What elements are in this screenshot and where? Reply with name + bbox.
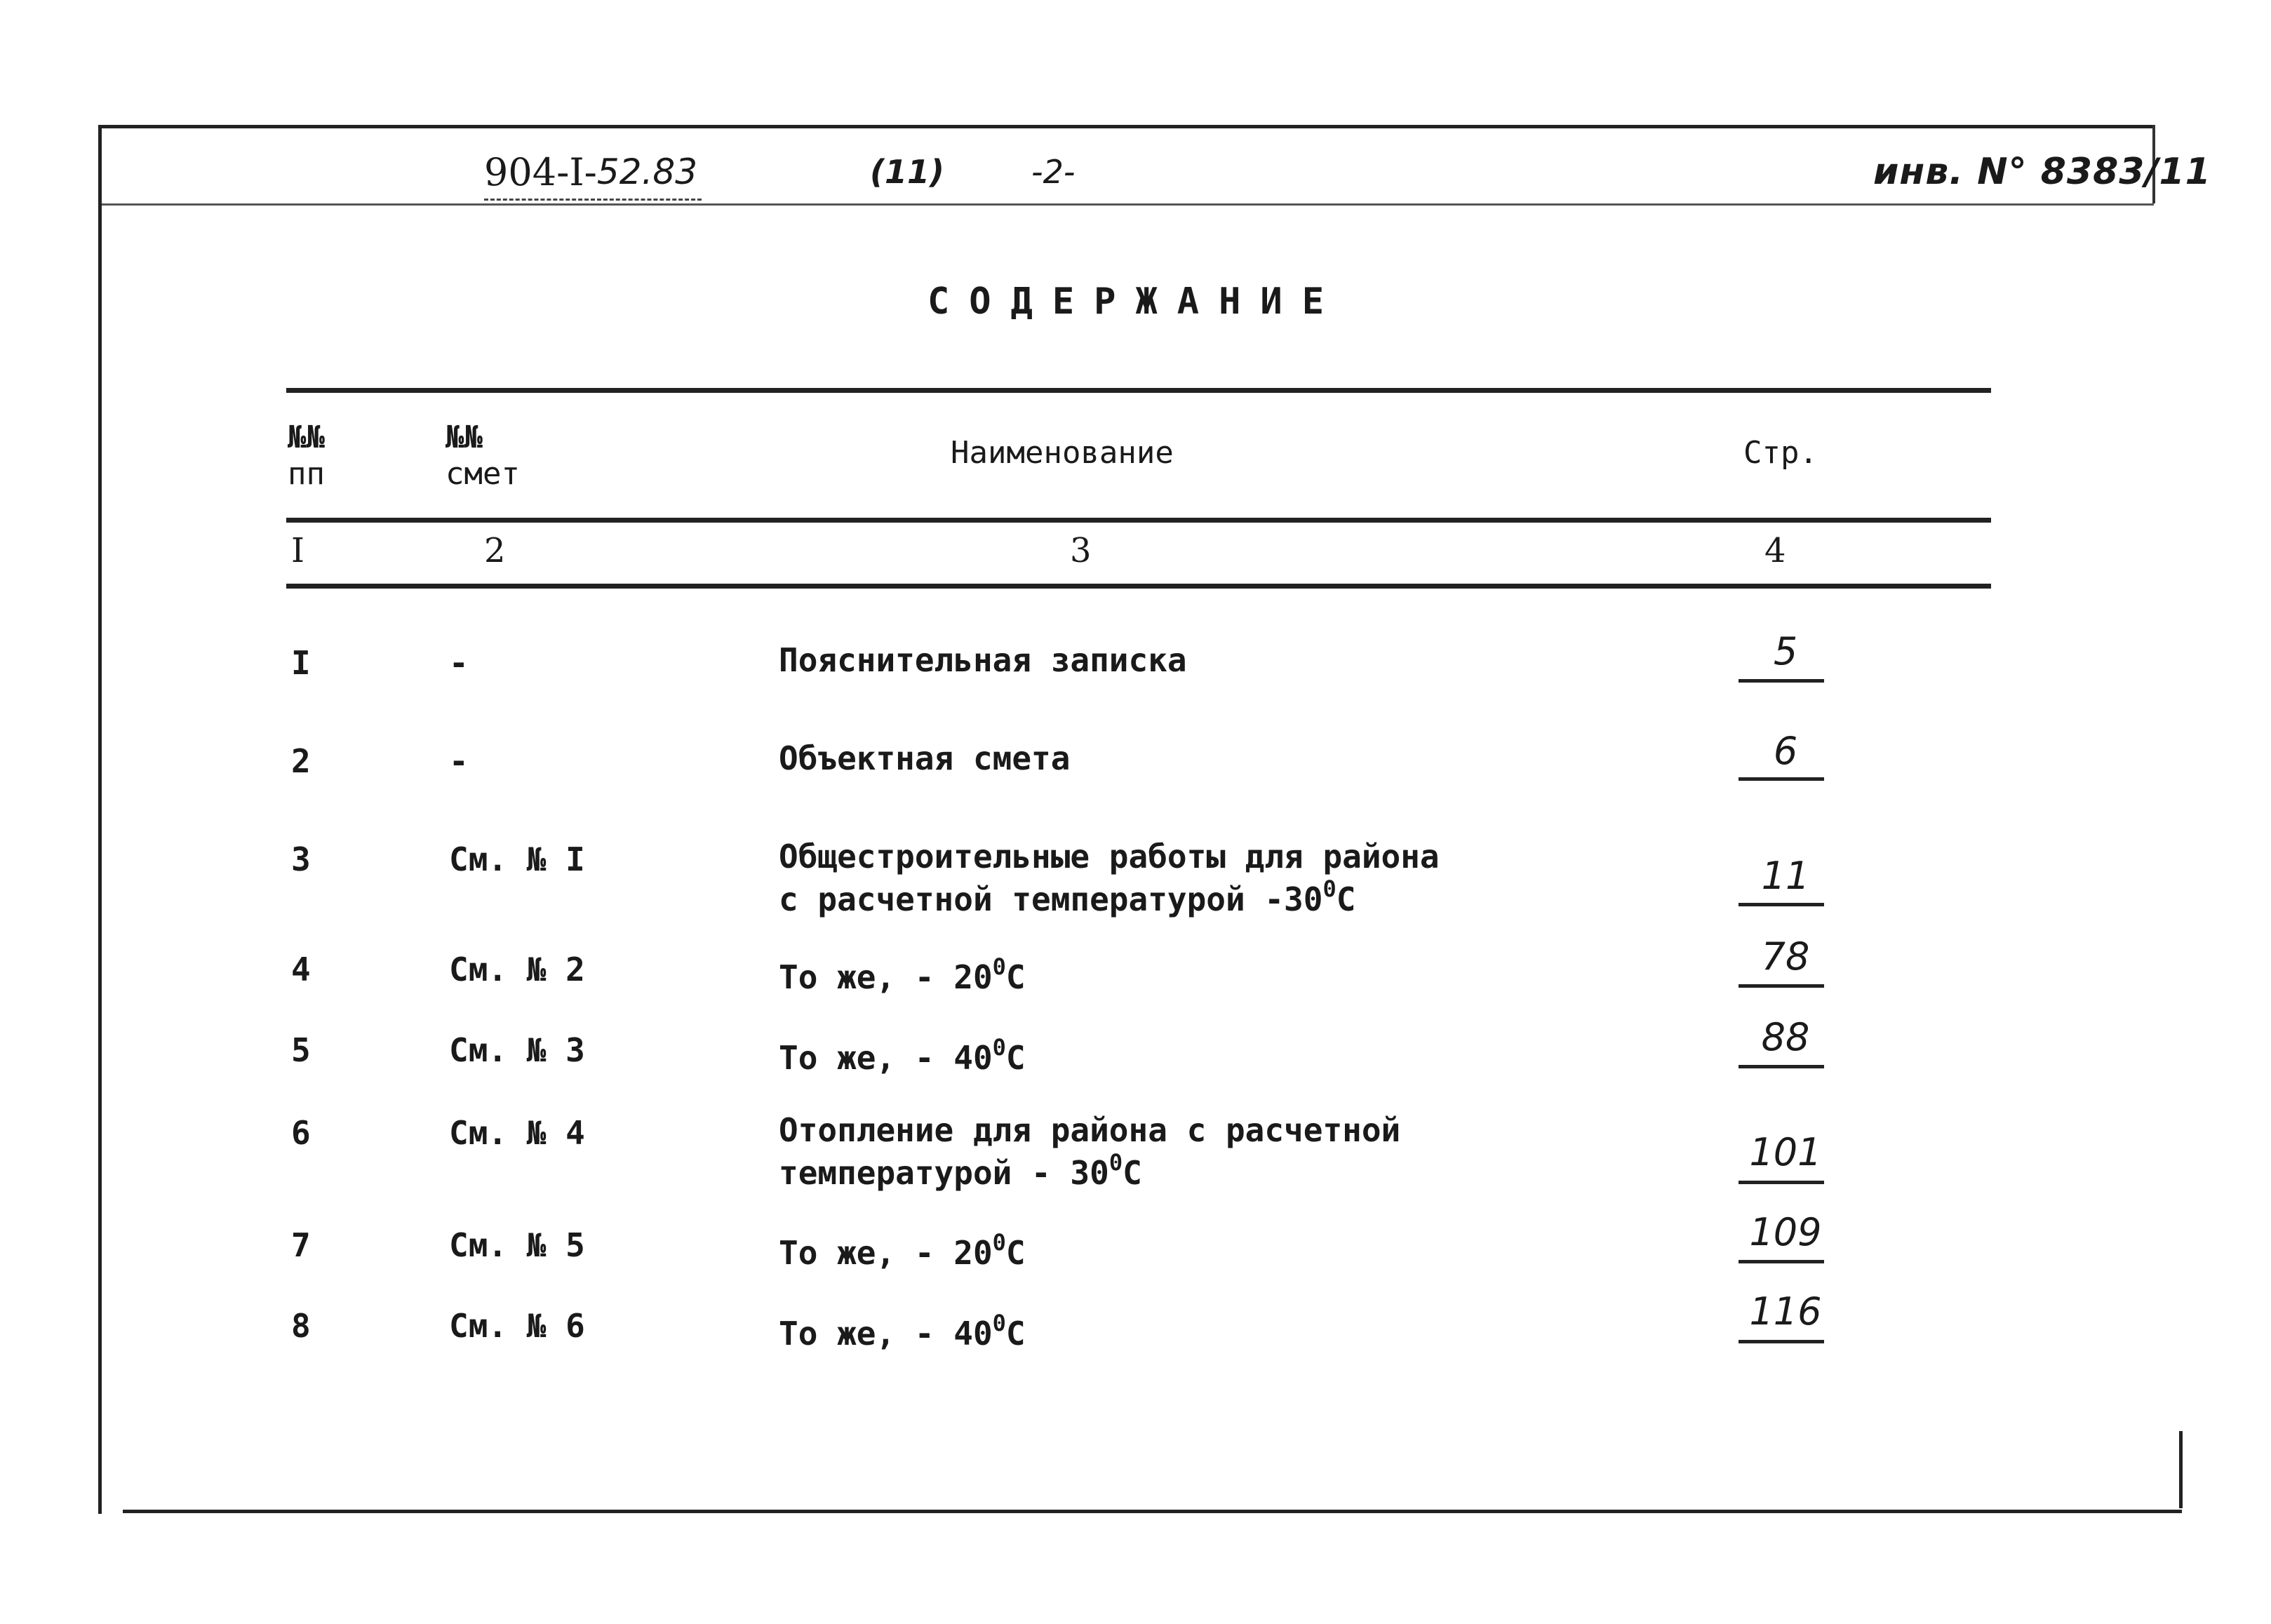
- document-code-prefix: 904-I-: [484, 149, 597, 194]
- row-estimate: -: [449, 742, 469, 780]
- column-number-3: 3: [1070, 531, 1092, 570]
- row-estimate: См. № 6: [449, 1307, 585, 1345]
- row-name: [779, 1031, 1026, 1077]
- document-code-suffix: 52.83: [596, 152, 698, 192]
- column-header-estimate-line2: смет: [446, 456, 520, 492]
- row-number: 8: [291, 1307, 311, 1345]
- row-estimate: См. № 2: [449, 951, 585, 988]
- column-header-name: Наименование: [951, 435, 1174, 471]
- frame-top-line: [98, 125, 2154, 128]
- row-estimate: См. № 3: [449, 1031, 585, 1069]
- row-number: 7: [291, 1226, 311, 1264]
- sheet-number: (11): [870, 153, 945, 191]
- page-underline: [1739, 1065, 1824, 1068]
- row-name: Объектная смета: [779, 739, 1071, 777]
- column-header-number-line1: №№: [288, 420, 325, 455]
- column-number-1: I: [291, 531, 304, 570]
- row-name: [779, 1307, 1026, 1353]
- row-name-line2-text: с расчетной температурой -30: [779, 880, 1323, 918]
- row-page: 6: [1773, 729, 1798, 773]
- row-name-text: То же, - 40: [779, 1315, 993, 1353]
- row-number: 4: [291, 951, 311, 988]
- row-estimate: См. № 5: [449, 1226, 585, 1264]
- page-underline: [1739, 679, 1824, 683]
- row-name: [779, 838, 1440, 918]
- degree-sign: 0: [992, 1310, 1006, 1336]
- row-name: Пояснительная записка: [779, 641, 1187, 679]
- temperature-unit: C: [1005, 1234, 1026, 1272]
- row-number: I: [291, 644, 311, 682]
- row-number: 3: [291, 840, 311, 878]
- column-header-number: [288, 420, 325, 492]
- row-page: 116: [1749, 1289, 1822, 1334]
- page-underline: [1739, 1340, 1824, 1343]
- degree-sign: 0: [1108, 1149, 1123, 1176]
- column-header-estimate: [446, 420, 520, 492]
- row-name: [779, 951, 1026, 996]
- page-underline: [1739, 1181, 1824, 1184]
- frame-left-line: [98, 125, 102, 1514]
- table-top-rule: [286, 388, 1991, 393]
- row-name-line1: Отопление для района с расчетной: [779, 1111, 1401, 1149]
- row-name: [779, 1226, 1026, 1272]
- row-page: 5: [1773, 629, 1798, 673]
- degree-sign: 0: [992, 1034, 1006, 1061]
- temperature-unit: C: [1005, 1315, 1026, 1353]
- row-name-line1: Общестроительные работы для района: [779, 838, 1440, 875]
- column-number-2: 2: [484, 531, 506, 570]
- row-page: 78: [1761, 934, 1810, 979]
- row-number: 5: [291, 1031, 311, 1069]
- table-header-rule: [286, 518, 1991, 523]
- row-name-line2: [779, 873, 1440, 918]
- column-number-4: 4: [1764, 531, 1786, 570]
- row-page: 101: [1749, 1130, 1822, 1174]
- temperature-unit: C: [1005, 958, 1026, 996]
- row-estimate: См. № I: [449, 840, 585, 878]
- document-code-underline: [484, 199, 702, 201]
- degree-sign: 0: [1322, 875, 1337, 902]
- row-number: 2: [291, 742, 311, 780]
- page-title: СОДЕРЖАНИЕ: [927, 281, 1344, 323]
- row-page: 11: [1761, 854, 1810, 898]
- column-header-number-line2: пп: [288, 456, 325, 492]
- column-header-page: Стр.: [1743, 435, 1818, 471]
- row-name-line2-text: температурой - 30: [779, 1154, 1109, 1192]
- column-numbers-rule: [286, 584, 1991, 589]
- row-estimate: См. № 4: [449, 1114, 585, 1152]
- frame-right-lower-line: [2179, 1431, 2183, 1508]
- row-name-text: То же, - 20: [779, 958, 993, 996]
- page-underline: [1739, 984, 1824, 988]
- row-name-text: То же, - 20: [779, 1234, 993, 1272]
- row-estimate: -: [449, 644, 469, 682]
- row-number: 6: [291, 1114, 311, 1152]
- page-number: -2-: [1031, 153, 1076, 191]
- temperature-unit: C: [1336, 880, 1356, 918]
- row-page: 109: [1749, 1210, 1822, 1254]
- page-underline: [1739, 903, 1824, 906]
- row-name-text: То же, - 40: [779, 1039, 993, 1077]
- degree-sign: 0: [992, 1229, 1006, 1256]
- column-header-estimate-line1: №№: [446, 420, 483, 455]
- row-name-line2: [779, 1146, 1400, 1192]
- header-separator-line: [98, 203, 2154, 206]
- inventory-number: инв. N° 8383/11: [1873, 151, 2211, 193]
- temperature-unit: C: [1005, 1039, 1026, 1077]
- row-page: 88: [1761, 1015, 1810, 1059]
- degree-sign: 0: [992, 953, 1006, 980]
- document-code: [484, 144, 697, 200]
- temperature-unit: C: [1123, 1154, 1142, 1192]
- row-name: [779, 1111, 1401, 1192]
- frame-bottom-line: [123, 1510, 2182, 1513]
- page-underline: [1739, 777, 1824, 781]
- page-underline: [1739, 1260, 1824, 1263]
